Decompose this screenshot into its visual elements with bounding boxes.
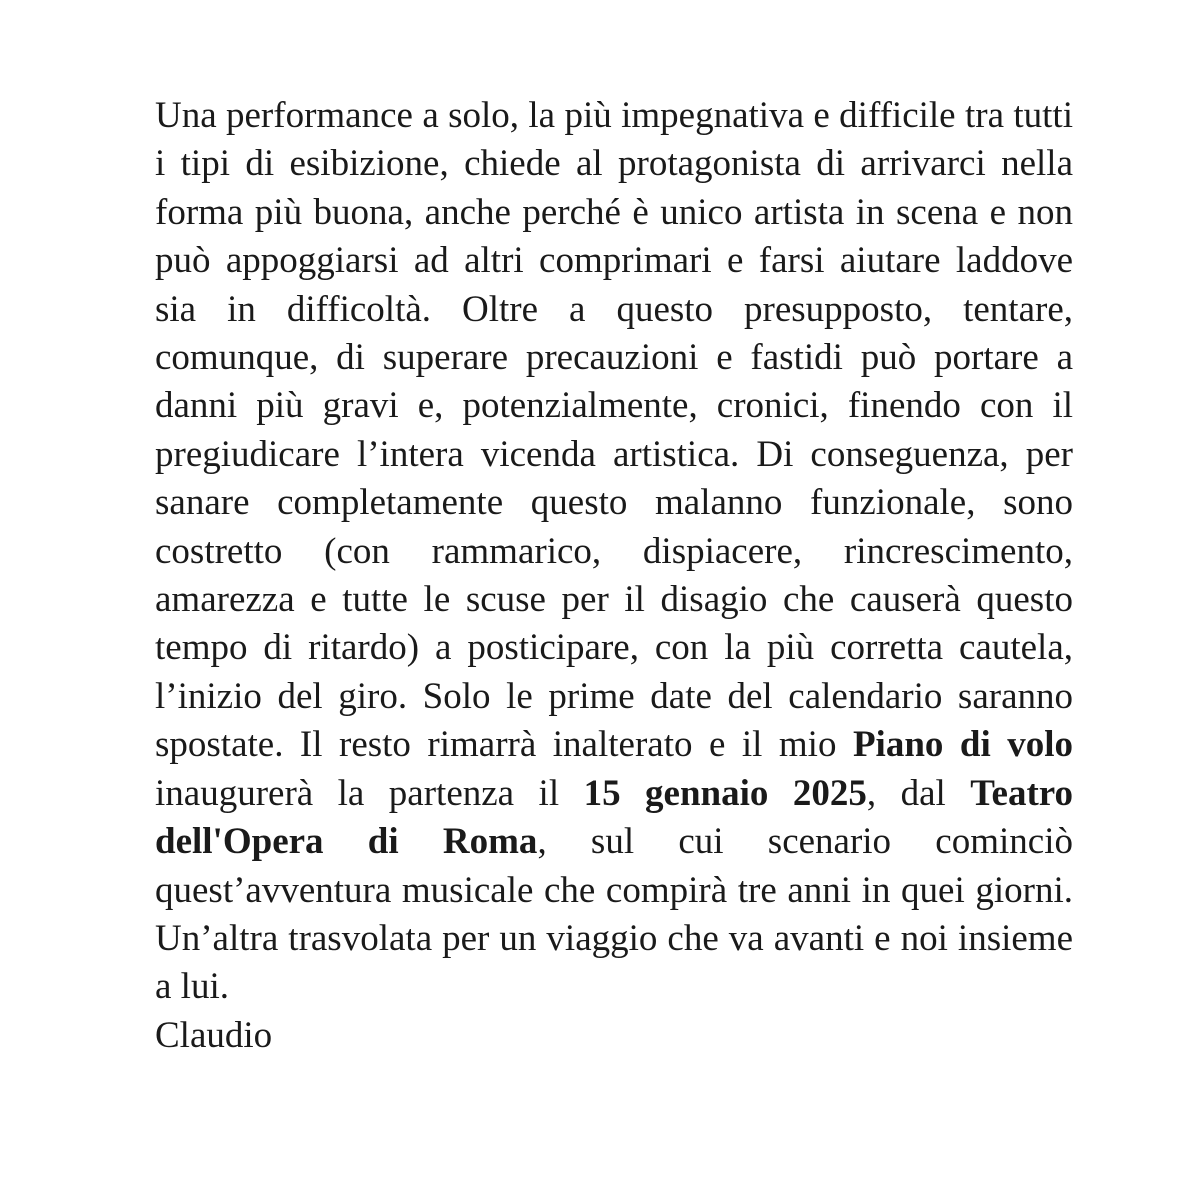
show-title-bold: Piano di volo bbox=[852, 724, 1073, 766]
signature: Claudio bbox=[155, 1014, 273, 1056]
announcement-paragraph bbox=[155, 92, 1073, 1012]
announcement-text-block bbox=[155, 92, 1073, 1060]
date-bold: 15 gennaio 2025 bbox=[583, 772, 867, 814]
text-run: Una performance a solo, la più impegnativa e difficile tra tutti i tipi di esibizione, chiede al protagonista di arrivarci nella forma più buona, anche perché è unico artista in scena e non può appoggiarsi ad altri comprimari e farsi aiutare laddove sia in difficoltà. Oltre a questo presupposto, tentare, comunque, di superare precauzioni e fastidi può portare a danni più gravi e, potenzialmente, cronici, finendo con il pregiudicare l’intera vicenda artistica. Di conseguenza, per sanare completamente questo malanno funzionale, sono costretto (con rammarico, dispiacere, rincrescimento, amarezza e tutte le scuse per il disagio che causerà questo tempo di ritardo) a posticipare, con la più corretta cautela, l’inizio del giro. Solo le prime date del calendario saranno spostate. Il resto rimarrà inalterato e il mio bbox=[155, 95, 1073, 766]
text-run: , sul cui scenario cominciò quest’avventura musicale che compirà tre anni in quei giorni. Un’altra trasvolata per un viaggio che va avanti e noi insieme a lui. bbox=[155, 821, 1073, 1008]
venue-bold: Teatro dell'Opera di Roma bbox=[155, 772, 1074, 863]
text-run: , dal bbox=[866, 772, 971, 814]
text-run: inaugurerà la partenza il bbox=[155, 772, 584, 814]
